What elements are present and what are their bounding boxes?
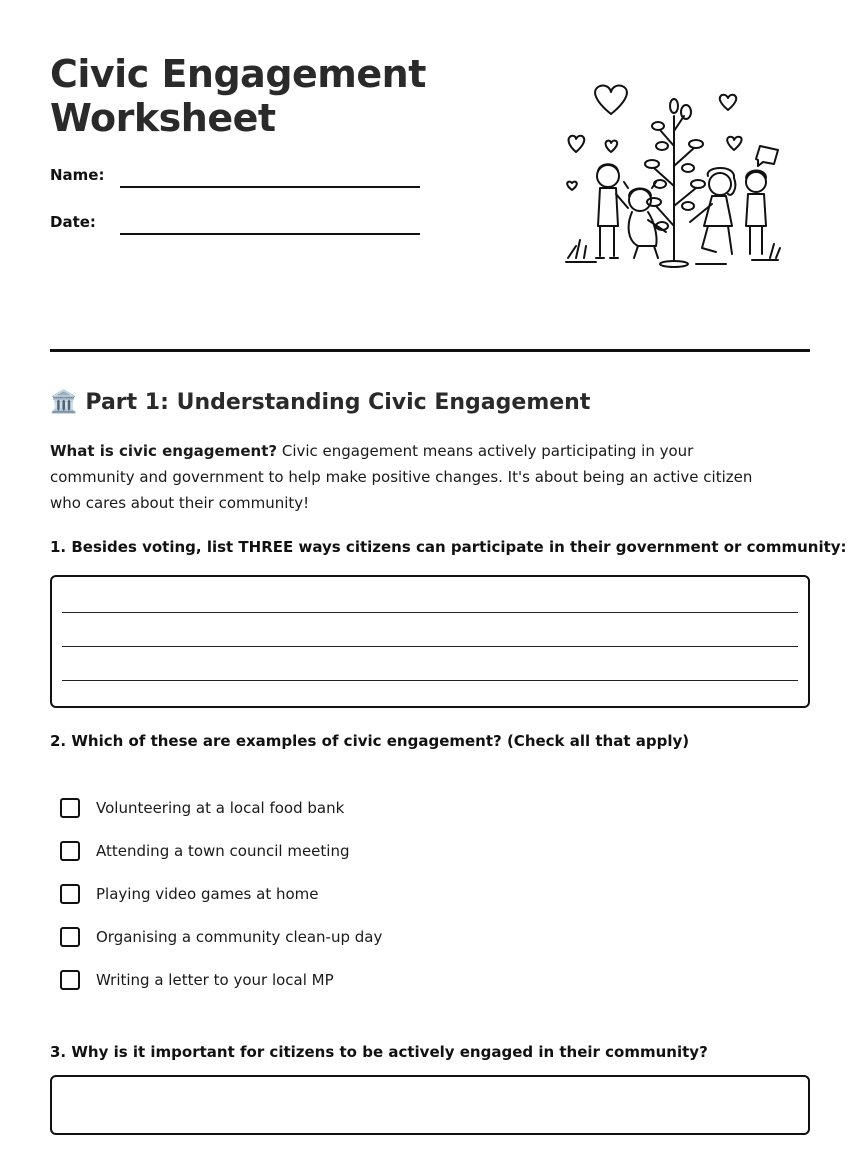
checkbox[interactable] [60,798,80,818]
question-3-answer-box[interactable] [50,1075,810,1135]
date-label: Date: [50,213,96,231]
checklist-item-label: Playing video games at home [96,885,319,903]
checkbox[interactable] [60,927,80,947]
name-label: Name: [50,166,105,184]
question-3: 3. Why is it important for citizens to be actively engaged in their community? [50,1043,708,1061]
title-line-2: Worksheet [50,96,276,140]
checklist-item-label: Volunteering at a local food bank [96,799,345,817]
checklist-item[interactable] [60,881,319,907]
intro-text: Civic engagement means actively participating in your community and government to help make positive changes. It's about being an active citizen who cares about their community! [50,442,753,512]
answer-line [62,612,798,613]
checklist-item[interactable] [60,795,344,821]
checklist-item-label: Attending a town council meeting [96,842,350,860]
checkbox[interactable] [60,884,80,904]
classical-building-icon: 🏛️ [50,390,78,415]
question-2: 2. Which of these are examples of civic engagement? (Check all that apply) [50,732,690,750]
checklist-item[interactable] [60,967,334,993]
answer-line [62,646,798,647]
children-planting-tree-illustration [556,76,786,276]
title-line-1: Civic Engagement [50,52,426,96]
intro-bold: What is civic engagement? [50,442,278,460]
part1-heading-text: Part 1: Understanding Civic Engagement [85,390,591,415]
checklist-item-label: Writing a letter to your local MP [96,971,334,989]
checklist-item[interactable] [60,838,349,864]
name-input-line[interactable] [120,186,420,188]
part1-heading [50,390,590,415]
question-1: 1. Besides voting, list THREE ways citizens can participate in their government or community: [50,538,847,556]
checklist-item[interactable] [60,924,382,950]
part1-intro [50,438,770,516]
page-title [50,52,426,140]
checkbox[interactable] [60,841,80,861]
checkbox[interactable] [60,970,80,990]
date-input-line[interactable] [120,233,420,235]
checklist-item-label: Organising a community clean-up day [96,928,383,946]
header-divider [50,349,810,352]
question-1-answer-box[interactable] [50,575,810,708]
answer-line [62,680,798,681]
